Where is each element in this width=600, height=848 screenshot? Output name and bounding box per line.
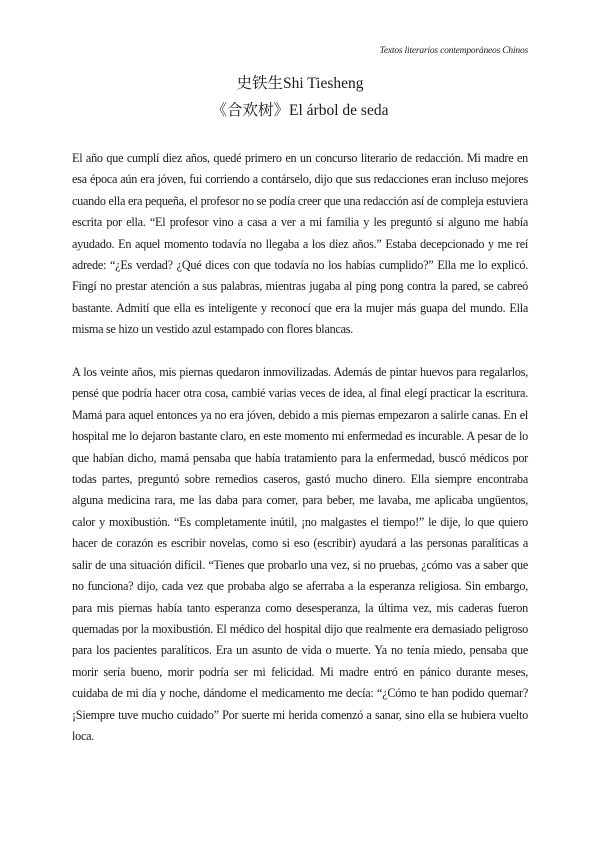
running-header: Textos literarios contemporáneos Chinos bbox=[379, 46, 528, 56]
paragraph-2: A los veinte años, mis piernas quedaron inmovilizadas. Además de pintar huevos para regalarlos, pensé que podría hacer otra cosa, cambié varias veces de idea, al final elegí practicar la escritura. Mamá para aquel entonces ya no era jóven, debido a mis piernas empezaron a salirle canas. En el hospital me lo dejaron bastante claro, en este momento mi enfermedad es incurable. A pesar de lo que habían dicho, mamá pensaba que había tratamiento para la enfermedad, buscó médicos por todas partes, preguntó sobre remedios caseros, gastó mucho dinero. Ella siempre encontraba alguna medicina rara, me las daba para comer, para beber, me lavaba, me aplicaba ungüentos, calor y moxibustión. “Es completamente inútil, ¡no malgastes el tiempo!” le dije, lo que quiero hacer de corazón es escribir novelas, como si eso (escribir) ayudará a las personas paralíticas a salir de una situación difícil. “Tienes que probarlo una vez, si no pruebas, ¿cómo vas a saber que no funciona? dijo, cada vez que probaba algo se aferraba a la esperanza religiosa. Sin embargo, para mis piernas había tanto esperanza como desesperanza, la última vez, mis caderas fueron quemadas por la moxibustión. El médico del hospital dijo que realmente era demasiado peligroso para los pacientes paralíticos. Era un asunto de vida o muerte. Ya no tenía miedo, pensaba que morir sería bueno, morir podría ser mi felicidad. Mi madre entró en pánico durante meses, cuidaba de mi día y noche, dándome el medicamento me decía: “¿Cómo te han podido quemar? ¡Siempre tuve mucho cuidado” Por suerte mi herida comenzó a sanar, sino ella se hubiera vuelto loca. bbox=[72, 365, 528, 743]
paragraph-1: El año que cumplí diez años, quedé primero en un concurso literario de redacción. Mi madre en esa época aún era jóven, fui corriendo a contárselo, dijo que sus redacciones eran incluso mejores cuando ella era pequeña, el profesor no se podía creer que una redacción así de compleja estuviera escrita por ella. “El profesor vino a casa a ver a mi familia y les preguntó si alguno me había ayudado. En aquel momento todavía no llegaba a los diez años.” Estaba decepcionado y me reí adrede: “¿Es verdad? ¿Qué dices con que todavía no los habías cumplido?” Ella me lo explicó. Fingí no prestar atención a sus palabras, mientras jugaba al ping pong contra la pared, se cabreó bastante. Admití que ella es inteligente y reconocí que era la mujer más guapa del mundo. Ella misma se hizo un vestido azul estampado con flores blancas. bbox=[72, 151, 528, 337]
document-title: 史铁生Shi Tiesheng bbox=[236, 75, 364, 92]
body-text bbox=[72, 148, 528, 747]
document-subtitle: 《合欢树》El árbol de seda bbox=[211, 102, 389, 119]
